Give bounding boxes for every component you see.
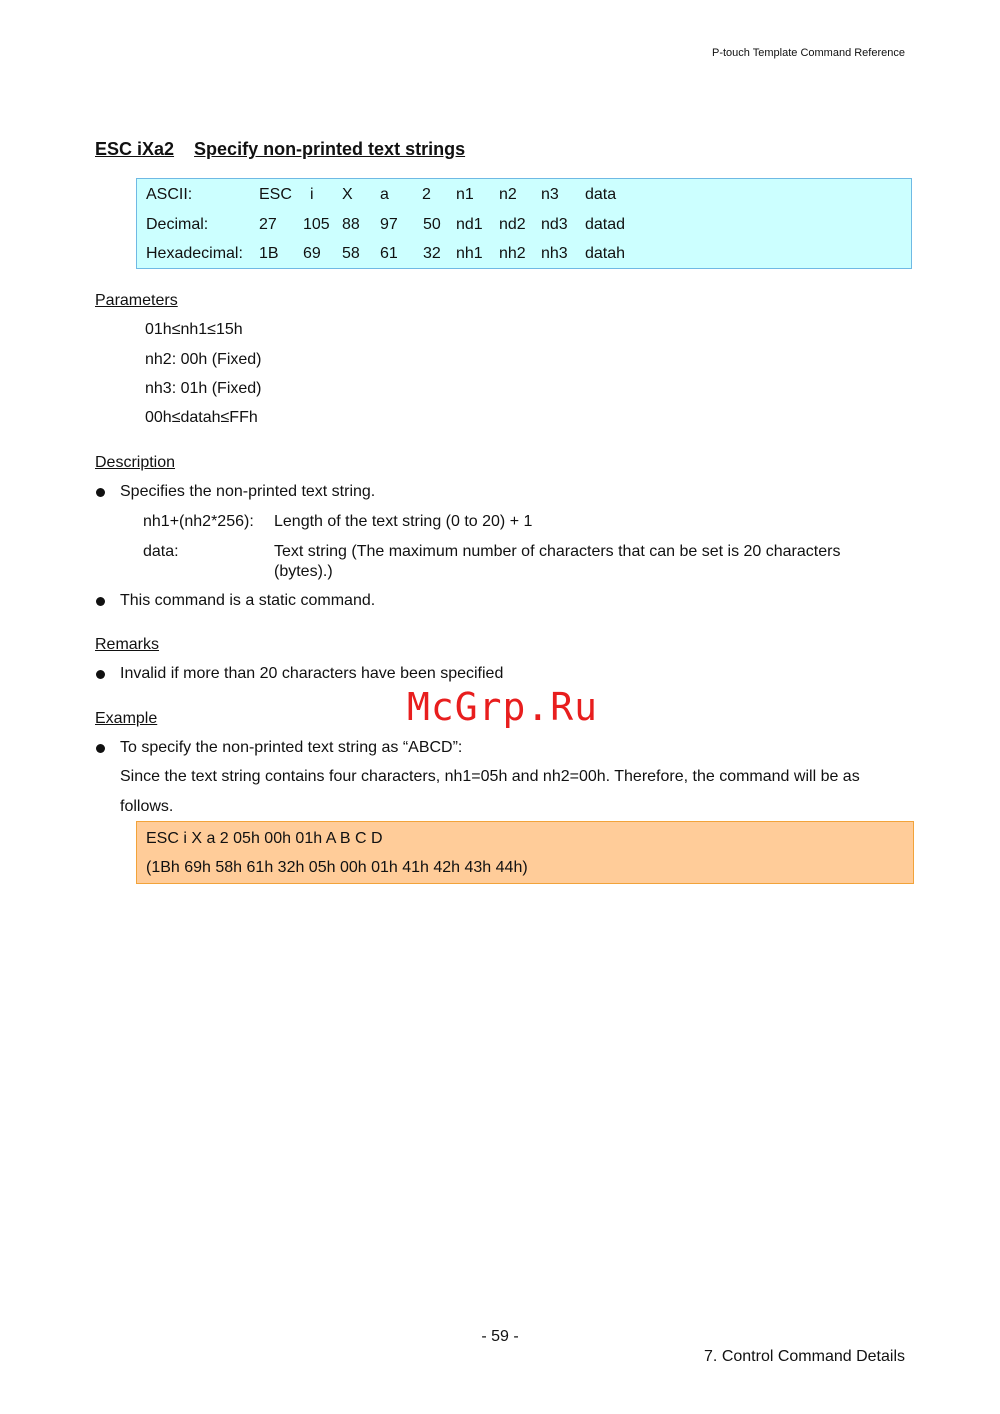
cell: n3 bbox=[541, 186, 559, 203]
parameter-item: nh3: 01h (Fixed) bbox=[145, 380, 262, 397]
cell: nh3 bbox=[541, 245, 568, 262]
parameter-item: 00h≤datah≤FFh bbox=[145, 409, 258, 426]
example-text: Since the text string contains four characters, nh1=05h and nh2=00h. Therefore, the command will be as bbox=[120, 768, 860, 785]
cell: n2 bbox=[499, 186, 517, 203]
bullet-icon bbox=[96, 597, 105, 606]
cell: nd2 bbox=[499, 216, 526, 233]
remarks-text: Invalid if more than 20 characters have been specified bbox=[120, 665, 504, 682]
command-row-decimal bbox=[137, 216, 911, 238]
description-text: This command is a static command. bbox=[120, 592, 376, 609]
row-label: Decimal: bbox=[146, 216, 209, 233]
cell: 61 bbox=[380, 245, 398, 262]
cell: n1 bbox=[456, 186, 474, 203]
cell: X bbox=[342, 186, 353, 203]
section-title bbox=[95, 139, 465, 160]
example-code-box bbox=[136, 821, 914, 884]
cell: 50 bbox=[423, 216, 441, 233]
cell: 69 bbox=[303, 245, 321, 262]
parameter-item: 01h≤nh1≤15h bbox=[145, 321, 243, 338]
remarks-heading: Remarks bbox=[95, 636, 160, 653]
bullet-icon bbox=[96, 488, 105, 497]
cell: nd1 bbox=[456, 216, 483, 233]
command-title: Specify non-printed text strings bbox=[194, 139, 466, 159]
bullet-icon bbox=[96, 744, 105, 753]
command-row-ascii bbox=[137, 186, 911, 208]
code-line: (1Bh 69h 58h 61h 32h 05h 00h 01h 41h 42h 43h 44h) bbox=[146, 859, 528, 876]
parameters-heading: Parameters bbox=[95, 292, 178, 309]
cell: 1B bbox=[259, 245, 279, 262]
cell: nd3 bbox=[541, 216, 568, 233]
command-table bbox=[136, 178, 912, 269]
example-text: To specify the non-printed text string as “ABCD”: bbox=[120, 739, 463, 756]
cell: datad bbox=[585, 216, 626, 233]
document-header: P-touch Template Command Reference bbox=[711, 47, 905, 59]
definition-text-continued: (bytes).) bbox=[274, 563, 333, 580]
definition-term: nh1+(nh2*256): bbox=[143, 513, 254, 530]
cell: nh2 bbox=[499, 245, 526, 262]
row-label: ASCII: bbox=[146, 186, 193, 203]
cell: a bbox=[380, 186, 389, 203]
example-heading: Example bbox=[95, 710, 158, 727]
definition-text: Length of the text string (0 to 20) + 1 bbox=[274, 513, 533, 530]
cell: i bbox=[310, 186, 314, 203]
cell: 97 bbox=[380, 216, 398, 233]
description-text: Specifies the non-printed text string. bbox=[120, 483, 376, 500]
cell: 27 bbox=[259, 216, 277, 233]
bullet-icon bbox=[96, 670, 105, 679]
code-line: ESC i X a 2 05h 00h 01h A B C D bbox=[146, 830, 383, 847]
parameter-item: nh2: 00h (Fixed) bbox=[145, 351, 262, 368]
chapter-title: 7. Control Command Details bbox=[704, 1348, 905, 1365]
cell: data bbox=[585, 186, 617, 203]
definition-term: data: bbox=[143, 543, 179, 560]
command-row-hexadecimal bbox=[137, 245, 911, 267]
row-label: Hexadecimal: bbox=[146, 245, 243, 262]
cell: 105 bbox=[303, 216, 330, 233]
cell: 2 bbox=[422, 186, 431, 203]
cell: 58 bbox=[342, 245, 360, 262]
watermark-logo: McGrp.Ru bbox=[407, 685, 599, 729]
cell: 88 bbox=[342, 216, 360, 233]
cell: datah bbox=[585, 245, 626, 262]
page-number: - 59 - bbox=[481, 1328, 519, 1345]
cell: ESC bbox=[259, 186, 292, 203]
example-text: follows. bbox=[120, 798, 174, 815]
cell: 32 bbox=[423, 245, 441, 262]
definition-text: Text string (The maximum number of characters that can be set is 20 characters bbox=[274, 543, 841, 560]
command-code: ESC iXa2 bbox=[95, 139, 175, 159]
description-heading: Description bbox=[95, 454, 176, 471]
cell: nh1 bbox=[456, 245, 483, 262]
